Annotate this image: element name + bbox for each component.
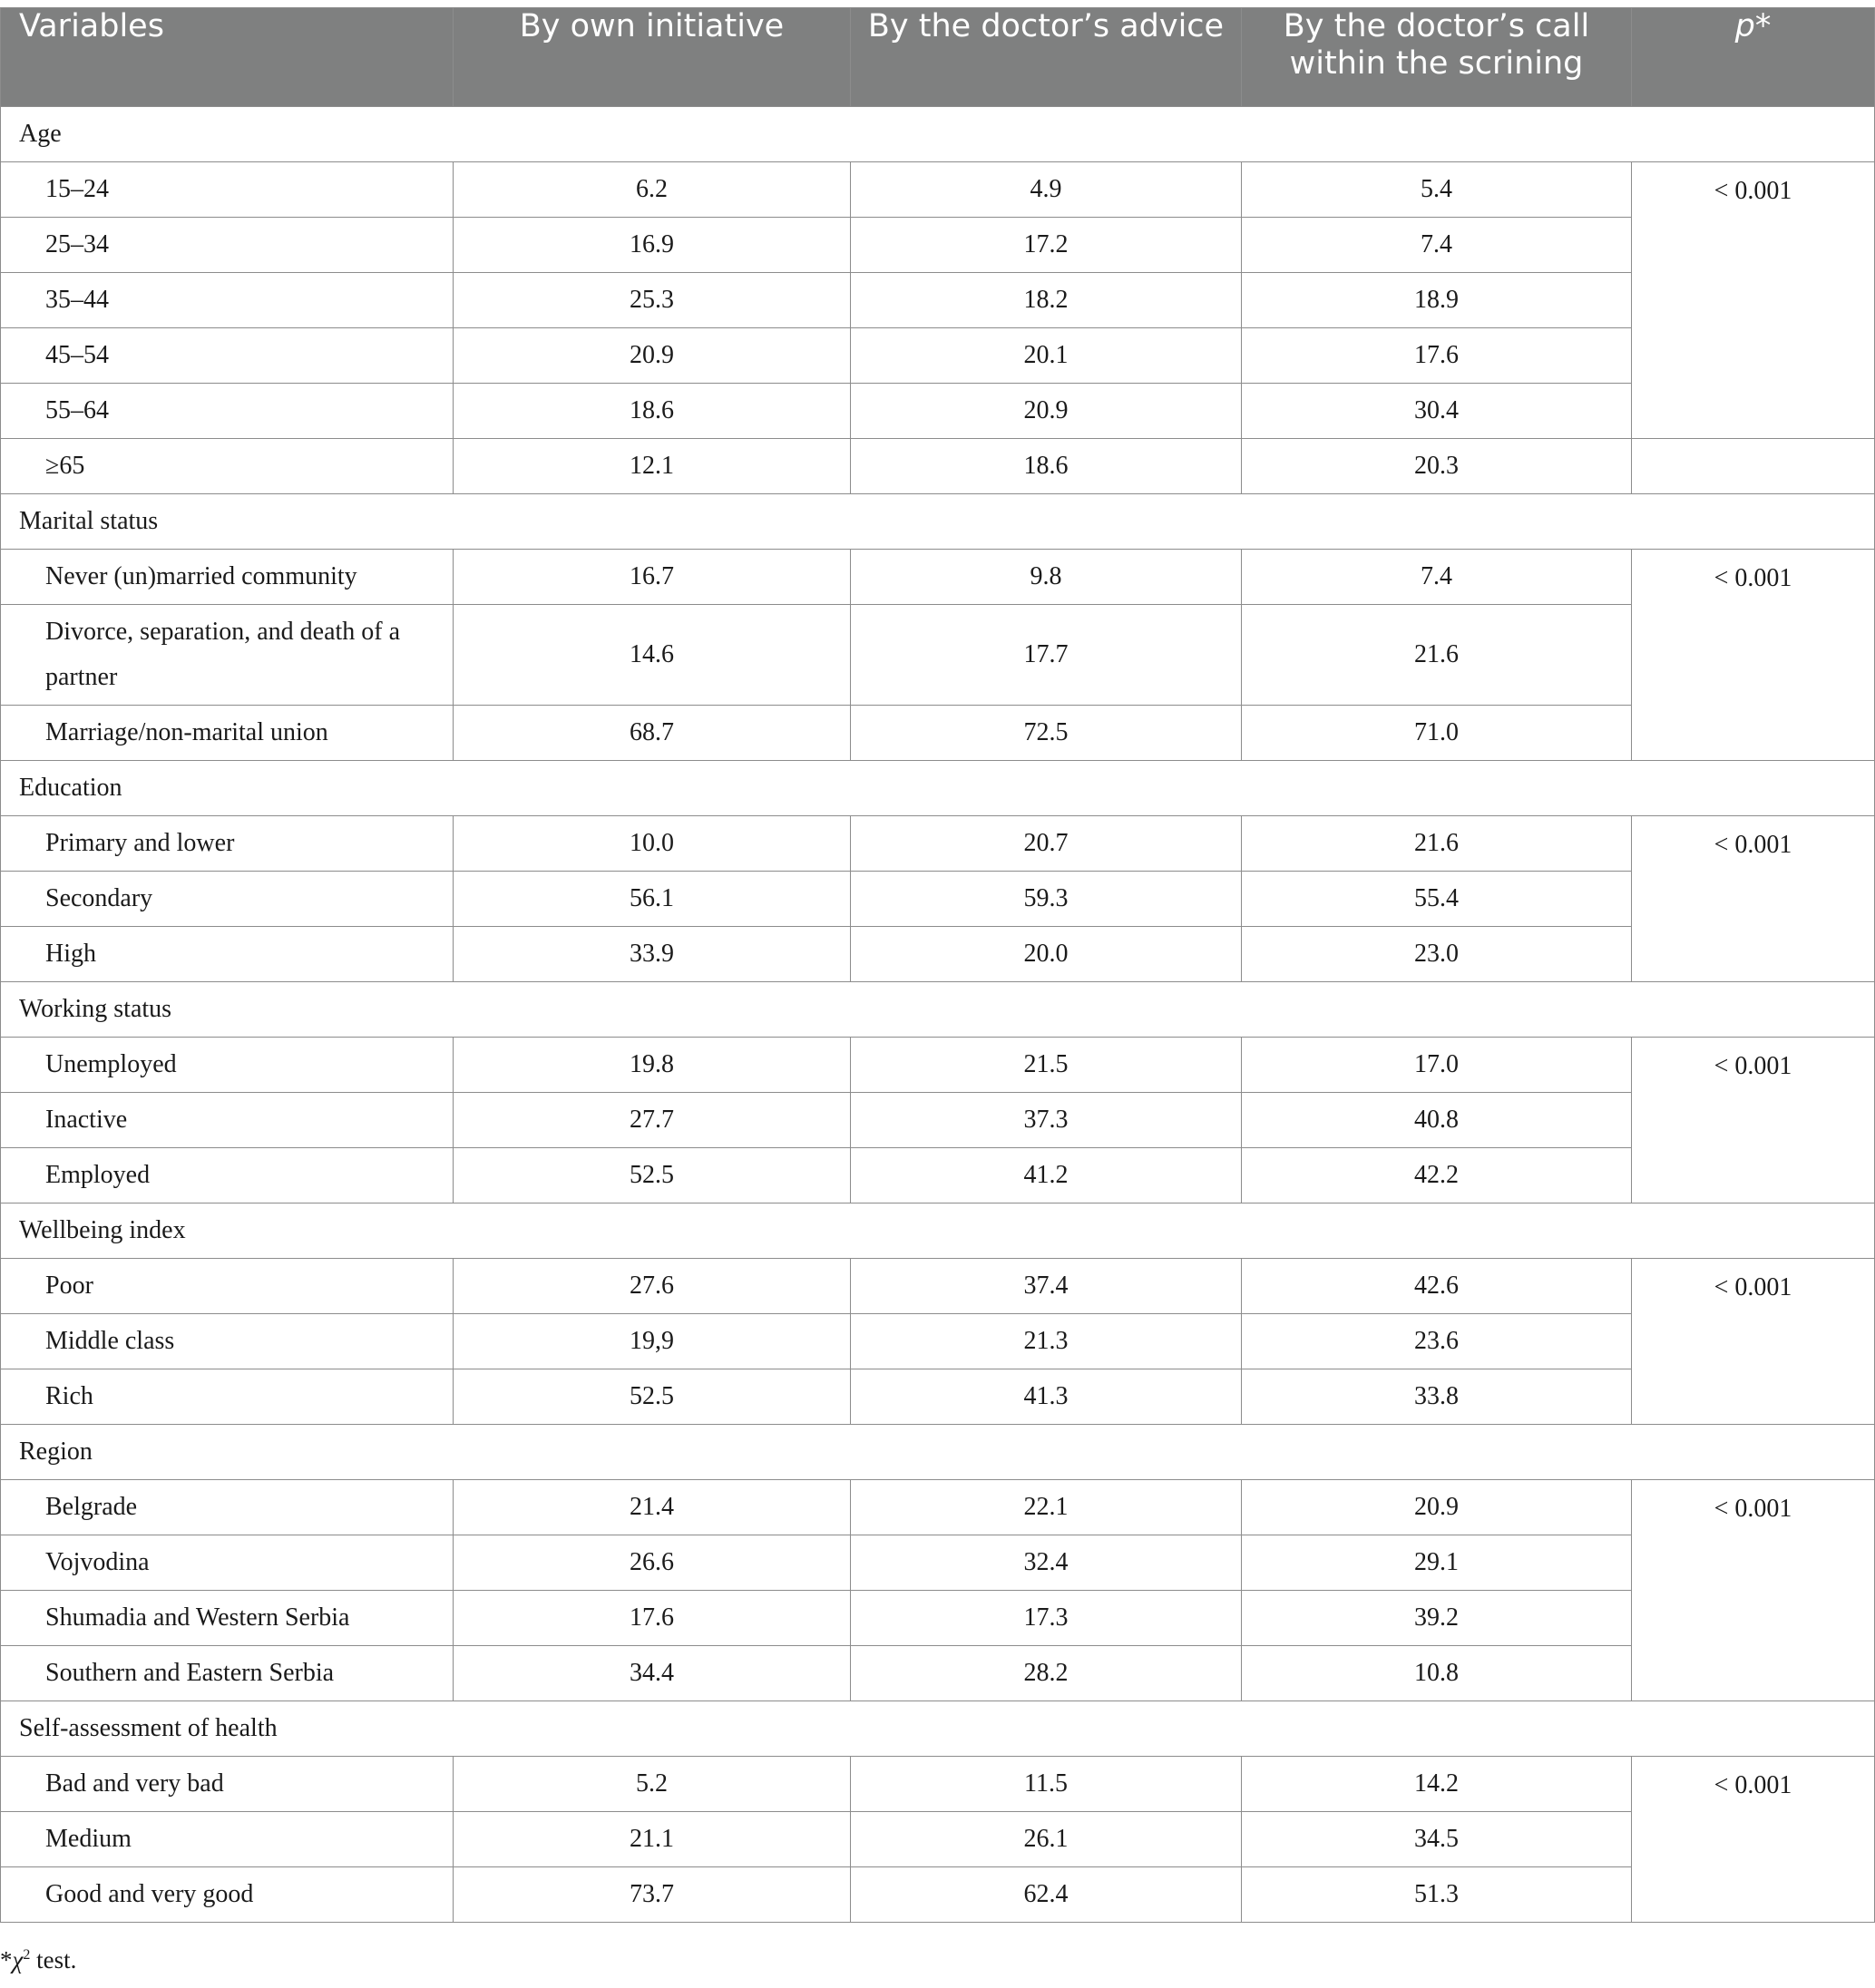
value-doctor-call: 71.0 bbox=[1242, 706, 1632, 761]
value-own-initiative: 12.1 bbox=[454, 439, 851, 494]
value-doctor-advice: 21.3 bbox=[851, 1314, 1242, 1369]
table-row bbox=[1, 1591, 1875, 1646]
value-doctor-advice: 26.1 bbox=[851, 1812, 1242, 1867]
category-label: Wellbeing index bbox=[1, 1204, 1875, 1259]
value-doctor-advice: 18.6 bbox=[851, 439, 1242, 494]
row-label: Rich bbox=[1, 1369, 454, 1425]
value-doctor-call: 33.8 bbox=[1242, 1369, 1632, 1425]
table-row bbox=[1, 1480, 1875, 1535]
category-row bbox=[1, 1701, 1875, 1757]
value-own-initiative: 34.4 bbox=[454, 1646, 851, 1701]
category-label: Region bbox=[1, 1425, 1875, 1480]
value-doctor-call: 20.9 bbox=[1242, 1480, 1632, 1535]
row-label: Primary and lower bbox=[1, 816, 454, 872]
row-label: Middle class bbox=[1, 1314, 454, 1369]
value-own-initiative: 17.6 bbox=[454, 1591, 851, 1646]
table-row bbox=[1, 550, 1875, 605]
row-label: 15–24 bbox=[1, 162, 454, 218]
value-own-initiative: 52.5 bbox=[454, 1369, 851, 1425]
value-doctor-call: 23.0 bbox=[1242, 927, 1632, 982]
row-label: ≥65 bbox=[1, 439, 454, 494]
value-own-initiative: 56.1 bbox=[454, 872, 851, 927]
value-doctor-advice: 59.3 bbox=[851, 872, 1242, 927]
value-own-initiative: 21.1 bbox=[454, 1812, 851, 1867]
category-label: Self-assessment of health bbox=[1, 1701, 1875, 1757]
value-doctor-call: 55.4 bbox=[1242, 872, 1632, 927]
value-own-initiative: 27.7 bbox=[454, 1093, 851, 1148]
value-doctor-advice: 4.9 bbox=[851, 162, 1242, 218]
value-doctor-call: 34.5 bbox=[1242, 1812, 1632, 1867]
value-doctor-call: 23.6 bbox=[1242, 1314, 1632, 1369]
table-row bbox=[1, 1259, 1875, 1314]
value-own-initiative: 73.7 bbox=[454, 1867, 851, 1923]
category-label: Marital status bbox=[1, 494, 1875, 550]
category-label: Education bbox=[1, 761, 1875, 816]
table-row bbox=[1, 384, 1875, 439]
table-row bbox=[1, 605, 1875, 706]
value-own-initiative: 18.6 bbox=[454, 384, 851, 439]
value-doctor-advice: 20.9 bbox=[851, 384, 1242, 439]
table-row bbox=[1, 1038, 1875, 1093]
value-own-initiative: 52.5 bbox=[454, 1148, 851, 1204]
value-doctor-advice: 20.7 bbox=[851, 816, 1242, 872]
value-own-initiative: 20.9 bbox=[454, 328, 851, 384]
category-label: Age bbox=[1, 107, 1875, 162]
value-own-initiative: 21.4 bbox=[454, 1480, 851, 1535]
value-doctor-advice: 37.4 bbox=[851, 1259, 1242, 1314]
row-label: 45–54 bbox=[1, 328, 454, 384]
value-doctor-advice: 32.4 bbox=[851, 1535, 1242, 1591]
row-label: Shumadia and Western Serbia bbox=[1, 1591, 454, 1646]
row-label: Divorce, separation, and death of a partner bbox=[1, 605, 454, 706]
value-doctor-call: 51.3 bbox=[1242, 1867, 1632, 1923]
row-label: 35–44 bbox=[1, 273, 454, 328]
value-doctor-call: 20.3 bbox=[1242, 439, 1632, 494]
p-value: < 0.001 bbox=[1632, 1259, 1875, 1425]
row-label: Southern and Eastern Serbia bbox=[1, 1646, 454, 1701]
value-doctor-call: 17.0 bbox=[1242, 1038, 1632, 1093]
value-doctor-call: 7.4 bbox=[1242, 218, 1632, 273]
row-label: Vojvodina bbox=[1, 1535, 454, 1591]
value-doctor-call: 21.6 bbox=[1242, 816, 1632, 872]
value-own-initiative: 16.7 bbox=[454, 550, 851, 605]
table-row bbox=[1, 1867, 1875, 1923]
value-doctor-call: 40.8 bbox=[1242, 1093, 1632, 1148]
table-row bbox=[1, 162, 1875, 218]
row-label: 25–34 bbox=[1, 218, 454, 273]
row-label: Poor bbox=[1, 1259, 454, 1314]
table-row bbox=[1, 927, 1875, 982]
p-value: < 0.001 bbox=[1632, 1757, 1875, 1923]
table-row bbox=[1, 328, 1875, 384]
header-doctor-call bbox=[1242, 8, 1632, 107]
value-doctor-call: 5.4 bbox=[1242, 162, 1632, 218]
category-row bbox=[1, 107, 1875, 162]
value-doctor-advice: 20.0 bbox=[851, 927, 1242, 982]
value-own-initiative: 6.2 bbox=[454, 162, 851, 218]
value-doctor-advice: 17.7 bbox=[851, 605, 1242, 706]
value-own-initiative: 14.6 bbox=[454, 605, 851, 706]
value-doctor-call: 7.4 bbox=[1242, 550, 1632, 605]
table-row bbox=[1, 273, 1875, 328]
table-header bbox=[1, 8, 1875, 107]
value-own-initiative: 26.6 bbox=[454, 1535, 851, 1591]
table-row bbox=[1, 1314, 1875, 1369]
value-doctor-advice: 37.3 bbox=[851, 1093, 1242, 1148]
value-doctor-call: 30.4 bbox=[1242, 384, 1632, 439]
row-label: Employed bbox=[1, 1148, 454, 1204]
table-row bbox=[1, 872, 1875, 927]
value-doctor-call: 42.2 bbox=[1242, 1148, 1632, 1204]
value-own-initiative: 5.2 bbox=[454, 1757, 851, 1812]
empty-cell bbox=[1632, 439, 1875, 494]
header-variables: Variables bbox=[1, 8, 454, 107]
value-doctor-call: 14.2 bbox=[1242, 1757, 1632, 1812]
row-label: Belgrade bbox=[1, 1480, 454, 1535]
footnote-text: test. bbox=[30, 1946, 77, 1973]
row-label: High bbox=[1, 927, 454, 982]
header-doctor-call-line2: within the scrining bbox=[1289, 45, 1584, 82]
value-own-initiative: 19,9 bbox=[454, 1314, 851, 1369]
value-doctor-advice: 41.2 bbox=[851, 1148, 1242, 1204]
category-row bbox=[1, 1425, 1875, 1480]
value-doctor-call: 39.2 bbox=[1242, 1591, 1632, 1646]
table-row bbox=[1, 1148, 1875, 1204]
row-label: Medium bbox=[1, 1812, 454, 1867]
table-row bbox=[1, 1535, 1875, 1591]
p-value: < 0.001 bbox=[1632, 162, 1875, 439]
table-row bbox=[1, 1812, 1875, 1867]
value-doctor-call: 17.6 bbox=[1242, 328, 1632, 384]
table-container bbox=[0, 7, 1875, 1923]
header-own-initiative: By own initiative bbox=[454, 8, 851, 107]
data-table bbox=[0, 7, 1875, 1923]
value-doctor-call: 10.8 bbox=[1242, 1646, 1632, 1701]
footnote-star: * bbox=[0, 1946, 13, 1973]
footnote-exp: 2 bbox=[23, 1947, 31, 1963]
value-own-initiative: 19.8 bbox=[454, 1038, 851, 1093]
value-own-initiative: 16.9 bbox=[454, 218, 851, 273]
table-row bbox=[1, 1646, 1875, 1701]
value-own-initiative: 68.7 bbox=[454, 706, 851, 761]
table-row bbox=[1, 1093, 1875, 1148]
value-doctor-advice: 22.1 bbox=[851, 1480, 1242, 1535]
table-body bbox=[1, 107, 1875, 1923]
row-label: Never (un)married community bbox=[1, 550, 454, 605]
row-label: Good and very good bbox=[1, 1867, 454, 1923]
table-row bbox=[1, 1757, 1875, 1812]
value-doctor-advice: 17.3 bbox=[851, 1591, 1242, 1646]
row-label: Marriage/non-marital union bbox=[1, 706, 454, 761]
category-row bbox=[1, 982, 1875, 1038]
value-doctor-advice: 21.5 bbox=[851, 1038, 1242, 1093]
category-row bbox=[1, 761, 1875, 816]
category-row bbox=[1, 1204, 1875, 1259]
footnote bbox=[0, 1946, 76, 1974]
p-value: < 0.001 bbox=[1632, 1480, 1875, 1701]
p-value: < 0.001 bbox=[1632, 816, 1875, 982]
value-own-initiative: 27.6 bbox=[454, 1259, 851, 1314]
value-doctor-call: 42.6 bbox=[1242, 1259, 1632, 1314]
value-doctor-call: 21.6 bbox=[1242, 605, 1632, 706]
value-doctor-advice: 9.8 bbox=[851, 550, 1242, 605]
value-own-initiative: 10.0 bbox=[454, 816, 851, 872]
p-value: < 0.001 bbox=[1632, 550, 1875, 761]
table-row bbox=[1, 439, 1875, 494]
value-doctor-advice: 11.5 bbox=[851, 1757, 1242, 1812]
category-row bbox=[1, 494, 1875, 550]
header-doctor-call-line1: By the doctor’s call bbox=[1283, 8, 1590, 44]
header-p-value: p* bbox=[1632, 8, 1875, 107]
table-row bbox=[1, 218, 1875, 273]
p-value: < 0.001 bbox=[1632, 1038, 1875, 1204]
value-doctor-advice: 20.1 bbox=[851, 328, 1242, 384]
header-doctor-advice: By the doctor’s advice bbox=[851, 8, 1242, 107]
category-label: Working status bbox=[1, 982, 1875, 1038]
value-doctor-advice: 28.2 bbox=[851, 1646, 1242, 1701]
row-label: Bad and very bad bbox=[1, 1757, 454, 1812]
table-row bbox=[1, 1369, 1875, 1425]
footnote-chi: χ bbox=[12, 1946, 24, 1973]
row-label: 55–64 bbox=[1, 384, 454, 439]
value-doctor-advice: 72.5 bbox=[851, 706, 1242, 761]
value-doctor-advice: 41.3 bbox=[851, 1369, 1242, 1425]
value-doctor-call: 29.1 bbox=[1242, 1535, 1632, 1591]
value-own-initiative: 33.9 bbox=[454, 927, 851, 982]
value-doctor-advice: 62.4 bbox=[851, 1867, 1242, 1923]
row-label: Secondary bbox=[1, 872, 454, 927]
table-row bbox=[1, 706, 1875, 761]
value-doctor-call: 18.9 bbox=[1242, 273, 1632, 328]
table-row bbox=[1, 816, 1875, 872]
value-doctor-advice: 17.2 bbox=[851, 218, 1242, 273]
value-doctor-advice: 18.2 bbox=[851, 273, 1242, 328]
row-label: Inactive bbox=[1, 1093, 454, 1148]
value-own-initiative: 25.3 bbox=[454, 273, 851, 328]
row-label: Unemployed bbox=[1, 1038, 454, 1093]
